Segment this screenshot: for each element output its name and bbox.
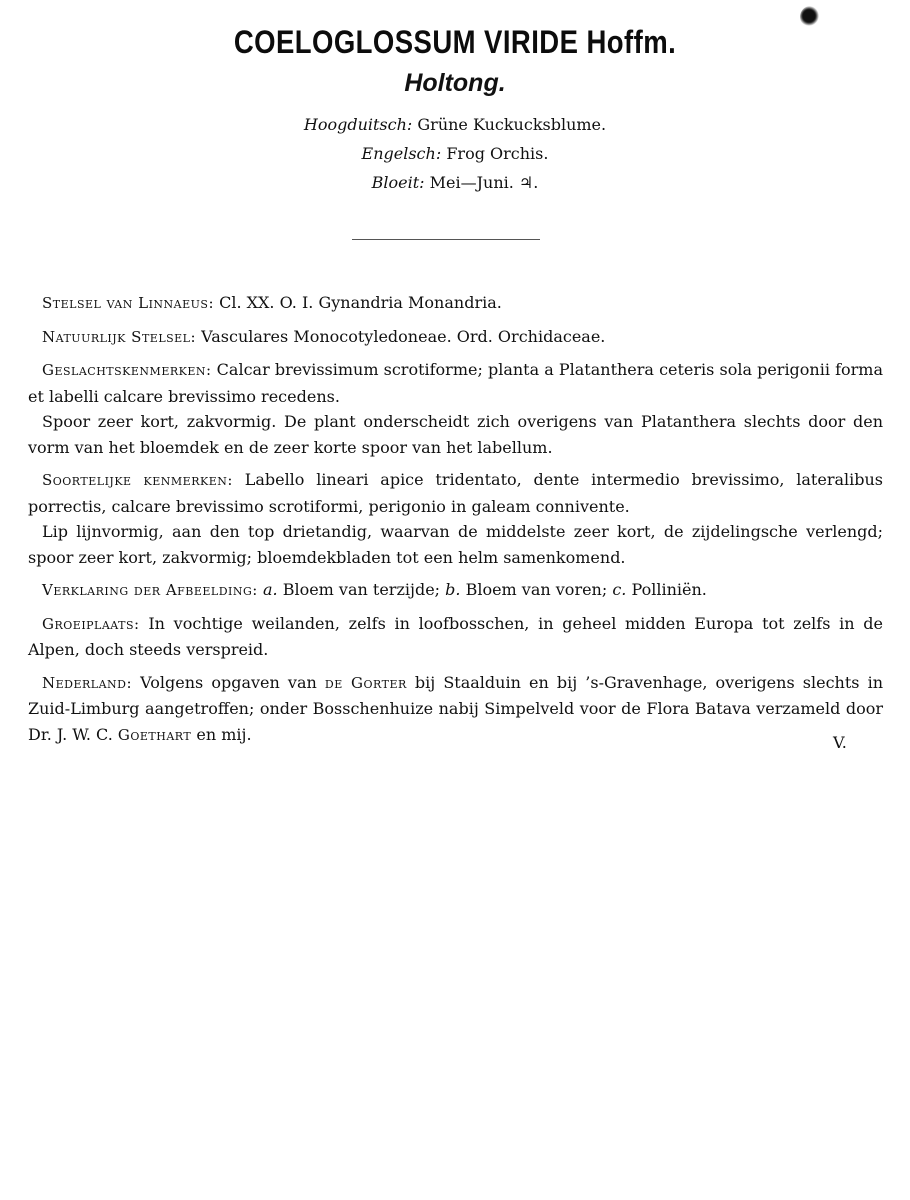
english-label: Engelsch: <box>361 144 442 163</box>
description <box>28 290 883 755</box>
natural-system-text: Vasculares Monocotyledoneae. Ord. Orchidaceae. <box>201 326 606 346</box>
figure-section <box>28 577 883 604</box>
dutch-name: Holtong. <box>404 69 506 97</box>
netherlands-text-2: bij Staalduin en bij ’s-Gravenhage, overigens slechts in Zuid-Limburg aangetroffen; onder Bosschenhuize nabij Simpelveld voor de Flora Batava verzameld door Dr. J. W. C. <box>28 672 884 744</box>
habitat-text: In vochtige weilanden, zelfs in loofbosschen, in geheel midden Europa tot zelfs in de Alpen, doch steeds verspreid. <box>28 613 884 659</box>
common-names <box>0 110 910 197</box>
netherlands-name-2: Goethart <box>117 725 192 744</box>
linnaeus-section <box>28 290 883 317</box>
netherlands-text-1: Volgens opgaven van <box>140 672 317 692</box>
bloom-label: Bloeit: <box>371 173 425 192</box>
english-name: Frog Orchis. <box>446 144 549 163</box>
figure-c-text: Polliniën. <box>631 580 707 599</box>
bloom-line <box>0 168 910 197</box>
figure-b-letter: b. <box>445 580 461 599</box>
species-label: Soortelijke kenmerken: <box>42 471 233 489</box>
species-section <box>28 467 883 519</box>
genus-section <box>28 357 883 409</box>
species-title: COELOGLOSSUM VIRIDE Hoffm. <box>233 24 677 60</box>
netherlands-label: Nederland: <box>42 673 133 692</box>
genus-label: Geslachtskenmerken: <box>42 361 212 379</box>
linnaeus-label: Stelsel van Linnaeus: <box>42 294 215 312</box>
netherlands-name-1: de Gorter <box>324 673 407 692</box>
species-section-dutch <box>28 519 883 570</box>
figure-b-text: Bloem van voren; <box>465 580 608 599</box>
figure-c-letter: c. <box>612 580 627 599</box>
natural-system-section <box>28 324 883 351</box>
figure-label: Verklaring der Afbeelding: <box>42 581 258 599</box>
linnaeus-text: Cl. XX. O. I. Gynandria Monandria. <box>219 293 502 312</box>
author-signature: V. <box>833 733 847 752</box>
genus-section-dutch <box>28 409 883 460</box>
header <box>0 22 910 197</box>
species-text-latin: Labello lineari apice tridentato, dente intermedio brevissimo, lateralibus porrectis, calcare brevissimo scrotiformi, perigonio in galeam connivente. <box>28 470 883 516</box>
german-label: Hoogduitsch: <box>303 115 413 134</box>
natural-system-label: Natuurlijk Stelsel: <box>42 327 197 346</box>
species-text-dutch: Lip lijnvormig, aan den top drietandig, waarvan de middelste zeer kort, de zijdelingsche verlengd; spoor zeer kort, zakvormig; bloemdekbladen tot een helm samenkomend. <box>28 522 883 567</box>
netherlands-section <box>28 670 883 749</box>
genus-text-latin: Calcar brevissimum scrotiforme; planta a Platanthera ceteris sola perigonii forma et labelli calcare brevissimo recedens. <box>28 360 883 406</box>
german-name-line <box>0 110 910 139</box>
figure-a-letter: a. <box>262 580 278 599</box>
divider <box>352 239 540 240</box>
english-name-line <box>0 139 910 168</box>
genus-text-dutch: Spoor zeer kort, zakvormig. De plant onderscheidt zich overigens van Platanthera slechts door den vorm van het bloemdek en de zeer korte spoor van het labellum. <box>28 412 883 457</box>
figure-a-text: Bloem van terzijde; <box>282 580 441 599</box>
german-name: Grüne Kuckucksblume. <box>417 115 607 134</box>
habitat-section <box>28 611 883 663</box>
bloom-period: Mei—Juni. ♃. <box>429 173 539 192</box>
netherlands-text-3: en mij. <box>196 724 252 744</box>
habitat-label: Groeiplaats: <box>42 614 140 633</box>
